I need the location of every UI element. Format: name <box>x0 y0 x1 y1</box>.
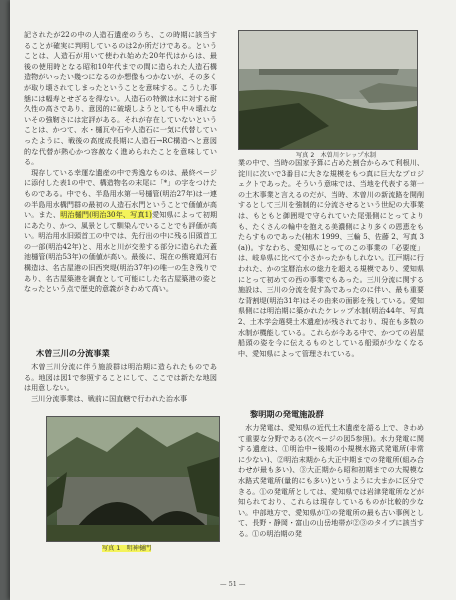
section-heading-kiso: 木曽三川の分流事業 <box>36 348 110 358</box>
paragraph: 記されたが22の中の人造石遺産のうち、この時期に該当することが確実に判明しているのは2か所だけである。ということは、人造石が用いて使われ始めた20年代はからは、最後の使用時となる昭和10年代までの間に造られた人造石構造物がいったい幾つになるのか想像もつかないが、その多くが取り壊されてしまったということを意味する。こうした事態には幅寿とせざるを得ない。人造石の特徴は水に対する耐久性の高さであり、意図的に破壊しようとしても中々壊れないその強靭さには定評がある。それが存在していないということは、かつて、水・樋瓦や石や人造石に一気に代替していったように、戦後の高度成長期に人造石→RC構造へと意図的な代替が熱心かつ容赦なく進められたことを意味している。 <box>24 30 217 167</box>
paragraph: 業の中で、当時の国家予算に占めた割合からみて利根川、淀川に次いで3番目に大きな規模をもつ真に巨大なプロジェクトであった。そういう意味では、当地を代表する第一の土木事業と言えるのだが、当時、木曽川の新流路を開削するとして三川を強制的に分流させるという世紀の大事業は、もともと御囲堤で守られていた尾張側にとってよりも、たくさんの輪中を抱える美濃側により多くの恩恵をもたらすものであった(柚木 1999、三輪 5、佐藤 2、写真 3(a))。すなわち、愛知県にとってのこの事業の「必要度」は、岐阜県に比べて小さかったかもしれない。江戸期に行われた、かの宝暦治水の総力を超える規模であり、愛知県にとって初めての西の事業でもあった。三川分流に関する施設は、三川の分流を促す為であったのに伴い、最も重要な背割堤(明治31年)はその由来の面影を残している。愛知県側には明治期に築かれたケレップ水制(明治44年、写真2、土木学会選奨土木遺産)が残されており、現在も多数の水制が機能している。これらが今ある中で、かつての岩屋船頭の姿を今に伝えるものとしている船頭が少なくなる中、愛知県によって管理されている。 <box>238 158 424 358</box>
section-heading-power: 黎明期の発電施設群 <box>250 409 324 419</box>
paragraph: 現存している幸運な遺産の中で秀逸なものは、最終ページに添付した表1の中で、構造物名の末尾に「*」の字をつけたものである。中でも、半島用水第一号樋管(明治27年)は一連の半島用水構門群の最初の人造石水門ということで価値が高い。また、明治樋門(明治30年、写真1)愛知県によって初期にあたり、かつ、風景として馴染んでいることでも評価が高い。明治用水旧頭首工の中では、先行出の中に残る旧頭首工の一部(明治42年)と、用水と川が交差する部分に造られた蓋池樋管(明治53年)の価値が高い。最後に、現在の熊寝道河右構造は、名古屋港の旧西突堤(明治37年)の唯一の生き残りであり、名古屋築港を調査として可能にした名古屋築港の姿となったという点で歴史的意義がきわめて高い。 <box>24 167 218 294</box>
photo-myojin-gate-image <box>47 417 219 541</box>
photo-kiso-kerep-image <box>239 31 417 149</box>
paragraph: 水力発電は、愛知県の近代土木遺産を語る上で、きわめて重要な分野である(次ページの図5参照)。水力発電に関する遺産は、①明治中~後期の小規模水路式発電所(非常に少ない)、②明治末期から大正中期までの発電所(組み合わせが最も多い)、③大正期から昭和初期までの大規模な水路式発電所(量的にも多い)というように大まかに区分できる。①の発電所としては、愛知県では岩津発電所などが知られており、これらは現存しているものが比較的少ない。中部地方で、愛知県が①の発電所の最も古い事例として、長野・静岡・富山の山岳地帯が②③のタイプに該当する。①の明治期の発 <box>238 423 424 538</box>
paragraph: 三川分流事業は、戦前に国直轄で行われた治水事 <box>31 393 188 403</box>
right-column-bottom <box>238 423 424 540</box>
document-page <box>10 0 456 600</box>
left-column-top <box>24 30 217 295</box>
right-column-top <box>238 158 424 359</box>
photo-kiso-kerep <box>238 30 418 150</box>
left-column-mid <box>24 362 217 404</box>
highlighted-text: 樋門(明治30年、写真1) <box>74 210 152 220</box>
paragraph: 木曽三川分流に伴う施設群は明治期に造られたものである。地図は図1で参照することにして、ここでは新たな地図は用意しない。 <box>24 362 217 393</box>
photo-myojin-gate <box>46 416 220 542</box>
photo1-caption: 写真 1 明神樋門 <box>102 545 152 552</box>
photo2-caption: 写真 2 木曽川ケレップ水制 <box>296 152 376 159</box>
highlighted-text: 明治 <box>60 210 75 220</box>
page-number: — 51 — <box>220 580 246 588</box>
